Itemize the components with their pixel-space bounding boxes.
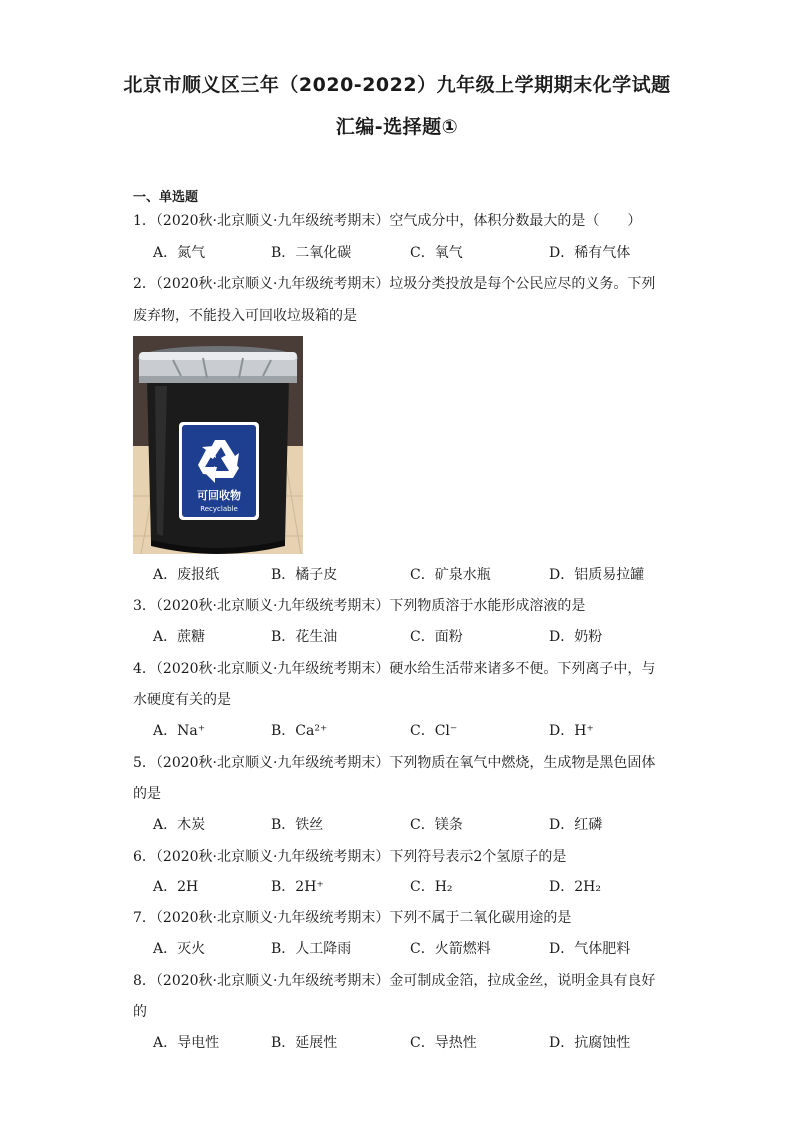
option-a: A．氮气 [153,245,206,261]
question-8-stem: 8．（2020秋·北京顺义·九年级统考期末）金可制成金箔，拉成金丝，说明金具有良好 [133,973,656,989]
option-c: C．面粉 [410,629,463,645]
option-d: D．2H₂ [549,879,601,895]
option-c: C．镁条 [410,817,463,833]
question-2-stem-cont: 废弃物，不能投入可回收垃圾箱的是 [133,308,357,324]
question-4-stem-cont: 水硬度有关的是 [133,692,231,708]
option-b: B．橘子皮 [271,567,338,583]
question-2-stem: 2．（2020秋·北京顺义·九年级统考期末）垃圾分类投放是每个公民应尽的义务。下列 [133,276,656,292]
option-b: B．延展性 [271,1035,338,1051]
option-a: A．导电性 [153,1035,220,1051]
option-d: D．铝质易拉罐 [549,567,645,583]
question-7-stem: 7．（2020秋·北京顺义·九年级统考期末）下列不属于二氧化碳用途的是 [133,910,572,926]
option-a: A．木炭 [153,817,206,833]
option-c: C．导热性 [410,1035,477,1051]
option-b: B．2H⁺ [271,879,324,895]
sign-label-cn: 可回收物 [197,489,241,502]
question-1-stem: 1．（2020秋·北京顺义·九年级统考期末）空气成分中，体积分数最大的是（ ） [133,213,642,229]
question-6-stem: 6．（2020秋·北京顺义·九年级统考期末）下列符号表示2个氢原子的是 [133,849,567,865]
question-5-stem-cont: 的是 [133,786,161,802]
option-d: D．气体肥料 [549,941,631,957]
option-a: A．蔗糖 [153,629,206,645]
option-a: A．废报纸 [153,567,220,583]
option-d: D．H⁺ [549,723,594,739]
option-c: C．H₂ [410,879,453,895]
option-d: D．抗腐蚀性 [549,1035,631,1051]
option-a: A．Na⁺ [153,723,206,739]
question-4-stem: 4．（2020秋·北京顺义·九年级统考期末）硬水给生活带来诸多不便。下列离子中，与 [133,661,656,677]
option-b: B．二氧化碳 [271,245,352,261]
option-a: A．灭火 [153,941,206,957]
option-b: B．花生油 [271,629,338,645]
recycling-bin-photo [133,336,303,554]
question-3-stem: 3．（2020秋·北京顺义·九年级统考期末）下列物质溶于水能形成溶液的是 [133,598,586,614]
option-c: C．Cl⁻ [410,723,458,739]
question-5-stem: 5．（2020秋·北京顺义·九年级统考期末）下列物质在氧气中燃烧，生成物是黑色固体 [133,755,656,771]
sign-label-en: Recyclable [200,505,238,513]
option-a: A．2H [153,879,199,895]
question-8-stem-cont: 的 [133,1004,147,1020]
option-c: C．氧气 [410,245,463,261]
option-b: B．铁丝 [271,817,324,833]
recycling-bin-image [133,336,303,554]
option-b: B．Ca²⁺ [271,723,328,739]
option-d: D．红磷 [549,817,603,833]
option-d: D．稀有气体 [549,245,631,261]
option-c: C．火箭燃料 [410,941,491,957]
option-b: B．人工降雨 [271,941,352,957]
option-d: D．奶粉 [549,629,603,645]
option-c: C．矿泉水瓶 [410,567,491,583]
document-title-line2: 汇编-选择题① [335,116,459,138]
section-heading: 一、单选题 [133,190,199,205]
document-title-line1: 北京市顺义区三年（2020-2022）九年级上学期期末化学试题 [123,74,671,96]
